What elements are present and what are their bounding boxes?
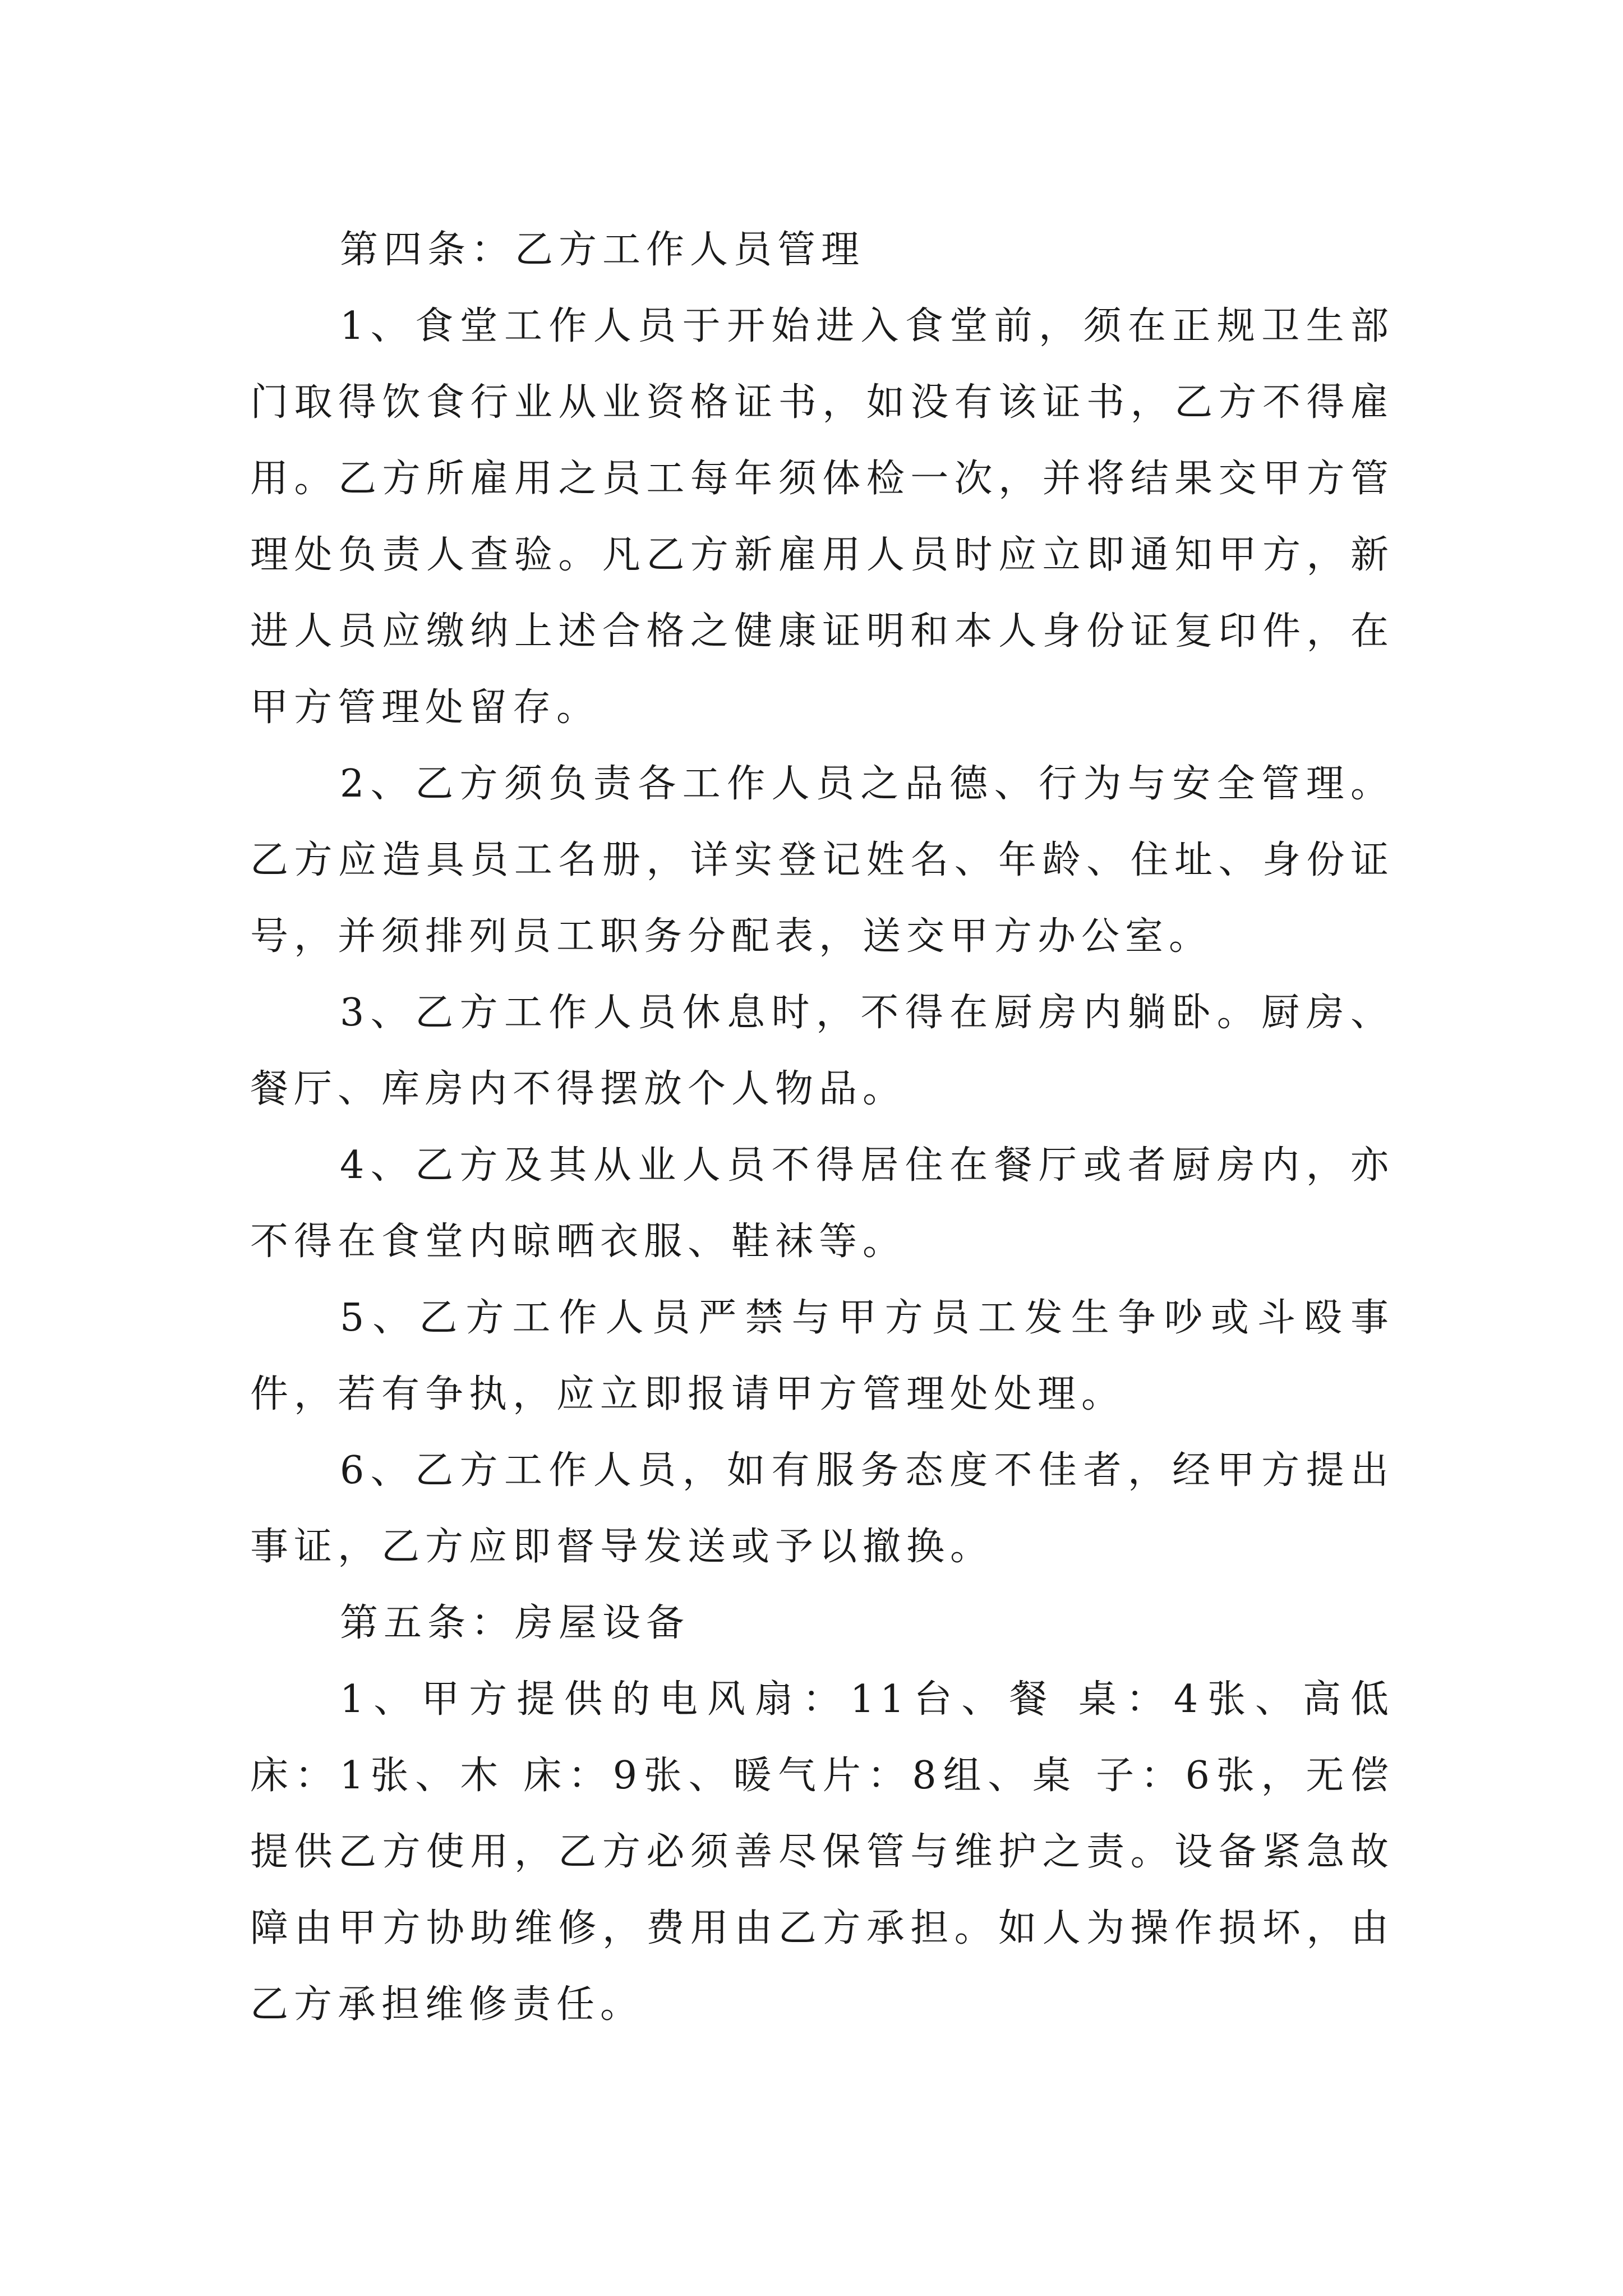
clause-4-5: 5、乙方工作人员严禁与甲方员工发生争吵或斗殴事件，若有争执，应立即报请甲方管理处处理。: [250, 1296, 1394, 1416]
document-body: [250, 212, 1394, 2043]
section-heading-4: 第四条：乙方工作人员管理: [340, 228, 865, 272]
section-heading-5: 第五条：房屋设备: [340, 1601, 690, 1645]
clause-5-1: 1、甲方提供的电风扇：11台、餐 桌：4张、高低床：1张、木 床：9张、暖气片：8组、桌 子：6张，无偿提供乙方使用，乙方必须善尽保管与维护之责。设备紧急故障由甲方协助维修，费用由乙方承担。如人为操作损坏，由乙方承担维修责任。: [250, 1677, 1394, 2027]
clause-4-3: 3、乙方工作人员休息时，不得在厨房内躺卧。厨房、餐厅、库房内不得摆放个人物品。: [250, 991, 1394, 1111]
clause-4-6: 6、乙方工作人员，如有服务态度不佳者，经甲方提出事证，乙方应即督导发送或予以撤换。: [250, 1448, 1394, 1569]
clause-4-4: 4、乙方及其从业人员不得居住在餐厅或者厨房内，亦不得在食堂内晾晒衣服、鞋袜等。: [250, 1143, 1394, 1264]
clause-4-2: 2、乙方须负责各工作人员之品德、行为与安全管理。乙方应造具员工名册，详实登记姓名、年龄、住址、身份证号，并须排列员工职务分配表，送交甲方办公室。: [250, 762, 1394, 959]
clause-4-1: 1、食堂工作人员于开始进入食堂前，须在正规卫生部门取得饮食行业从业资格证书，如没有该证书，乙方不得雇用。乙方所雇用之员工每年须体检一次，并将结果交甲方管理处负责人查验。凡乙方新雇用人员时应立即通知甲方，新进人员应缴纳上述合格之健康证明和本人身份证复印件，在甲方管理处留存。: [250, 304, 1394, 730]
